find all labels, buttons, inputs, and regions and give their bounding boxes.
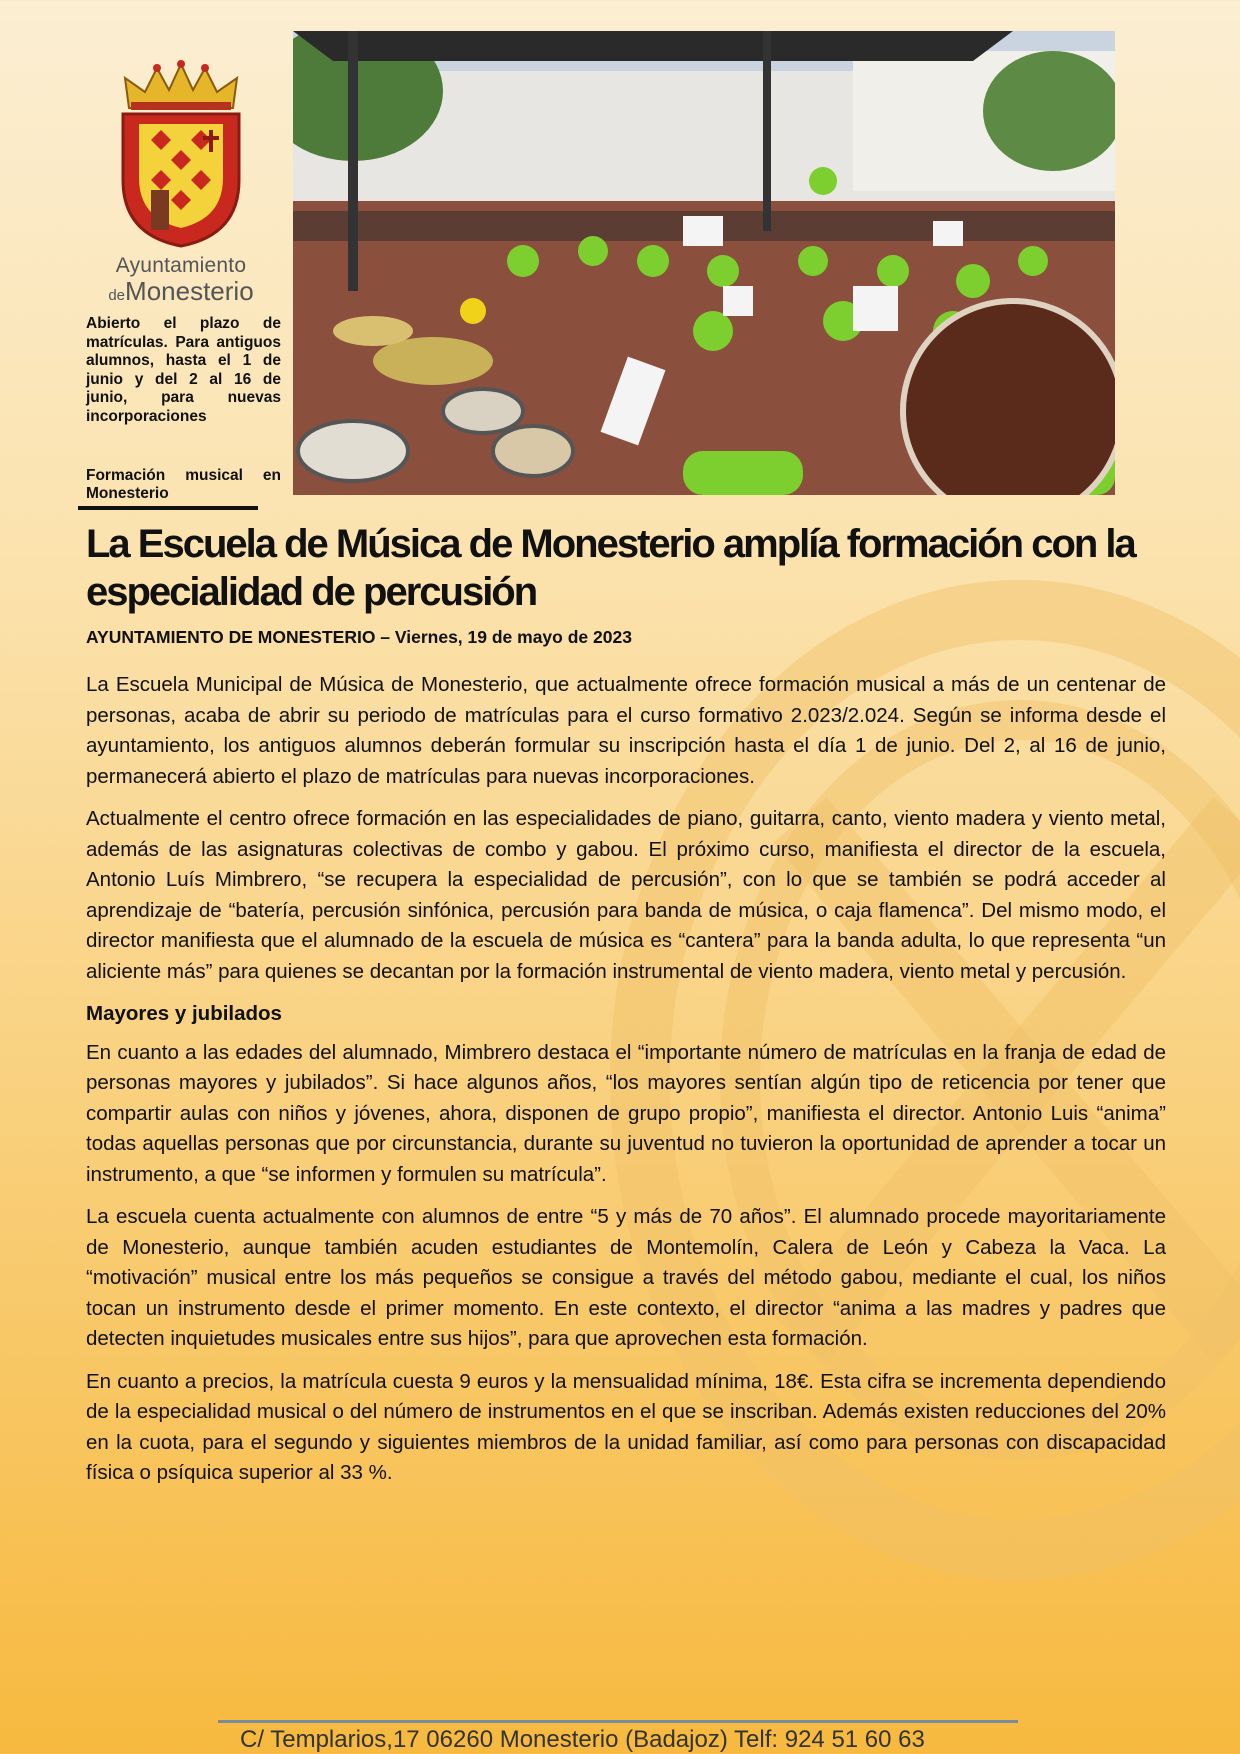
municipal-logo <box>86 60 276 307</box>
article-subheading: Mayores y jubilados <box>86 1002 282 1025</box>
enrollment-notice: Abierto el plazo de matrículas. Para antiguos alumnos, hasta el 1 de junio y del 2 al 16 de junio, para nuevas incorporaciones <box>86 315 281 425</box>
logo-text-de: de <box>108 287 126 304</box>
article-paragraph: Actualmente el centro ofrece formación en las especialidades de piano, guitarra, canto, viento madera y viento metal, además de las asignaturas colectivas de combo y gabou. El próximo curso, manifiesta el director de la escuela, Antonio Luís Mimbrero, “se recupera la especialidad de percusión”, con lo que se también se podrá acceder al aprendizaje de “batería, percusión sinfónica, percusión para banda de música, o caja flamenca”. Del mismo modo, el director manifiesta que el alumnado de la escuela de música es “cantera” para la banda adulta, lo que representa “un aliciente más” para quienes se decantan por la formación instrumental de viento madera, viento metal y percusión. <box>86 807 1166 983</box>
article-paragraph: En cuanto a precios, la matrícula cuesta 9 euros y la mensualidad mínima, 18€. Esta cifra se incrementa dependiendo de la especialidad musical o del número de instrumentos en el que se inscriban. Además existen reducciones del 20% en la cuota, para el segundo y siguientes miembros de la unidad familiar, así como para personas con discapacidad física o psíquica superior al 33 %. <box>86 1369 1166 1484</box>
article-paragraph: La Escuela Municipal de Música de Monesterio, que actualmente ofrece formación musical a más de un centenar de personas, acaba de abrir su periodo de matrículas para el curso formativo 2.023/2.024. Según se informa desde el ayuntamiento, los antiguos alumnos deberán formular su inscripción hasta el día 1 de junio. Del 2, al 16 de junio, permanecerá abierto el plazo de matrículas para nuevas incorporaciones. <box>86 673 1166 788</box>
caption-divider <box>78 506 258 510</box>
logo-text-monesterio <box>86 276 276 307</box>
band-photo-illustration <box>293 31 1115 495</box>
article-paragraph: La escuela cuenta actualmente con alumnos de entre “5 y más de 70 años”. El alumnado procede mayoritariamente de Monesterio, aunque también acuden estudiantes de Montemolín, Calera de León y Cabeza la Vaca. La “motivación” musical entre los más pequeños se consigue a través del método gabou, mediante el cual, los niños tocan un instrumento desde el primer momento. En este contexto, el director “anima a las madres y padres que detecten inquietudes musicales entre sus hijos”, para que aprovechen esta formación. <box>86 1205 1166 1350</box>
footer-address: C/ Templarios,17 06260 Monesterio (Badajoz) Telf: 924 51 60 63 <box>240 1726 925 1753</box>
photo-caption: Formación musical en Monesterio <box>86 467 281 502</box>
footer-divider <box>218 1720 1018 1723</box>
article-byline: AYUNTAMIENTO DE MONESTERIO – Viernes, 19 de mayo de 2023 <box>86 627 632 647</box>
logo-text-ayuntamiento: Ayuntamiento <box>115 254 247 277</box>
article-headline: La Escuela de Música de Monesterio amplía formación con la especialidad de percusión <box>86 522 1135 614</box>
logo-text-town: Monesterio <box>125 276 254 306</box>
article-body <box>86 670 1166 1501</box>
coat-of-arms-icon <box>111 60 251 250</box>
band-photo <box>293 31 1115 495</box>
article-paragraph: En cuanto a las edades del alumnado, Mimbrero destaca el “importante número de matrículas en la franja de edad de personas mayores y jubilados”. Si hace algunos años, “los mayores sentían algún tipo de reticencia por tener que compartir aulas con niños y jóvenes, ahora, disponen de grupo propio”, manifiesta el director. Antonio Luis “anima” todas aquellas personas que por circunstancia, durante su juventud no tuvieron la oportunidad de aprender a tocar un instrumento, a que “se informen y formulen su matrícula”. <box>86 1040 1166 1186</box>
